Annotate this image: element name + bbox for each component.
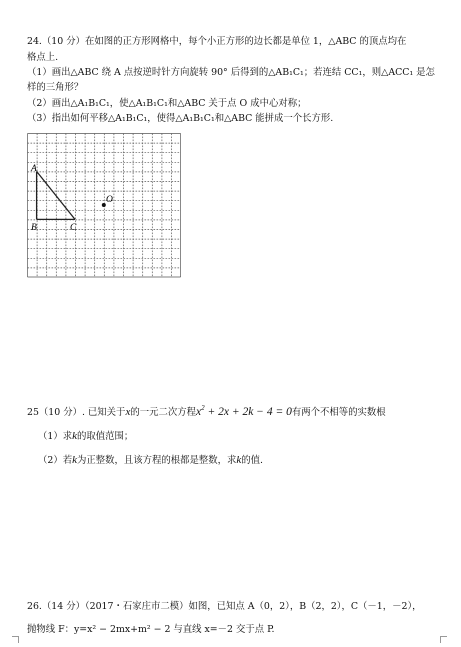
label-b: B bbox=[31, 223, 37, 233]
q25-stem bbox=[27, 402, 386, 419]
q24-line-3: （1）画出△ABC 绕 A 点按逆时针方向旋转 90° 后得到的△AB₁C₁；若连结 CC₁，则△ACC₁ 是怎 bbox=[27, 67, 435, 78]
q24-line-2: 格点上. bbox=[27, 52, 59, 63]
q25-var-x: x bbox=[125, 405, 131, 418]
q26-line-2: 抛物线 F：y=x² − 2mx+m² − 2 与直线 x=－2 交于点 P. bbox=[27, 624, 275, 635]
label-c: C bbox=[70, 223, 77, 233]
q25-prefix: 25（10 分）. 已知关于 bbox=[27, 406, 126, 418]
page-corner-mark-left bbox=[12, 636, 19, 643]
q25-part-1: （1）求k的取值范围； bbox=[38, 430, 134, 442]
q25-mid: 的一元二次方程 bbox=[130, 406, 196, 418]
q24-line-6: （3）指出如何平移△A₁B₁C₁，使得△A₁B₁C₁和△ABC 能拼成一个长方形. bbox=[27, 113, 334, 124]
page-corner-mark-right bbox=[440, 636, 447, 643]
q25-part-2: （2）若k为正整数，且该方程的根都是整数，求k的值. bbox=[38, 454, 263, 466]
q24-line-4: 样的三角形？ bbox=[27, 82, 84, 93]
triangle-side-ac bbox=[37, 171, 75, 219]
square-grid-figure bbox=[27, 133, 181, 283]
q24-line-5: （2）画出△A₁B₁C₁，使△A₁B₁C₁和△ABC 关于点 O 成中心对称； bbox=[27, 98, 307, 109]
q24-line-1: 24.（10 分）在如图的正方形网格中，每个小正方形的边长都是单位 1，△ABC 的顶点均在 bbox=[27, 36, 407, 47]
q25-equation: $x^2 + 2x + 2k - 4 = 0$ bbox=[195, 404, 292, 418]
label-a: A bbox=[31, 164, 37, 174]
q26-line-1: 26.（14 分）（2017・石家庄市二模）如图，已知点 A（0，2），B（2，2），C（－1，－2）， bbox=[27, 601, 422, 612]
label-o: O bbox=[106, 195, 113, 205]
q25-suffix: 有两个不相等的实数根 bbox=[291, 406, 386, 418]
